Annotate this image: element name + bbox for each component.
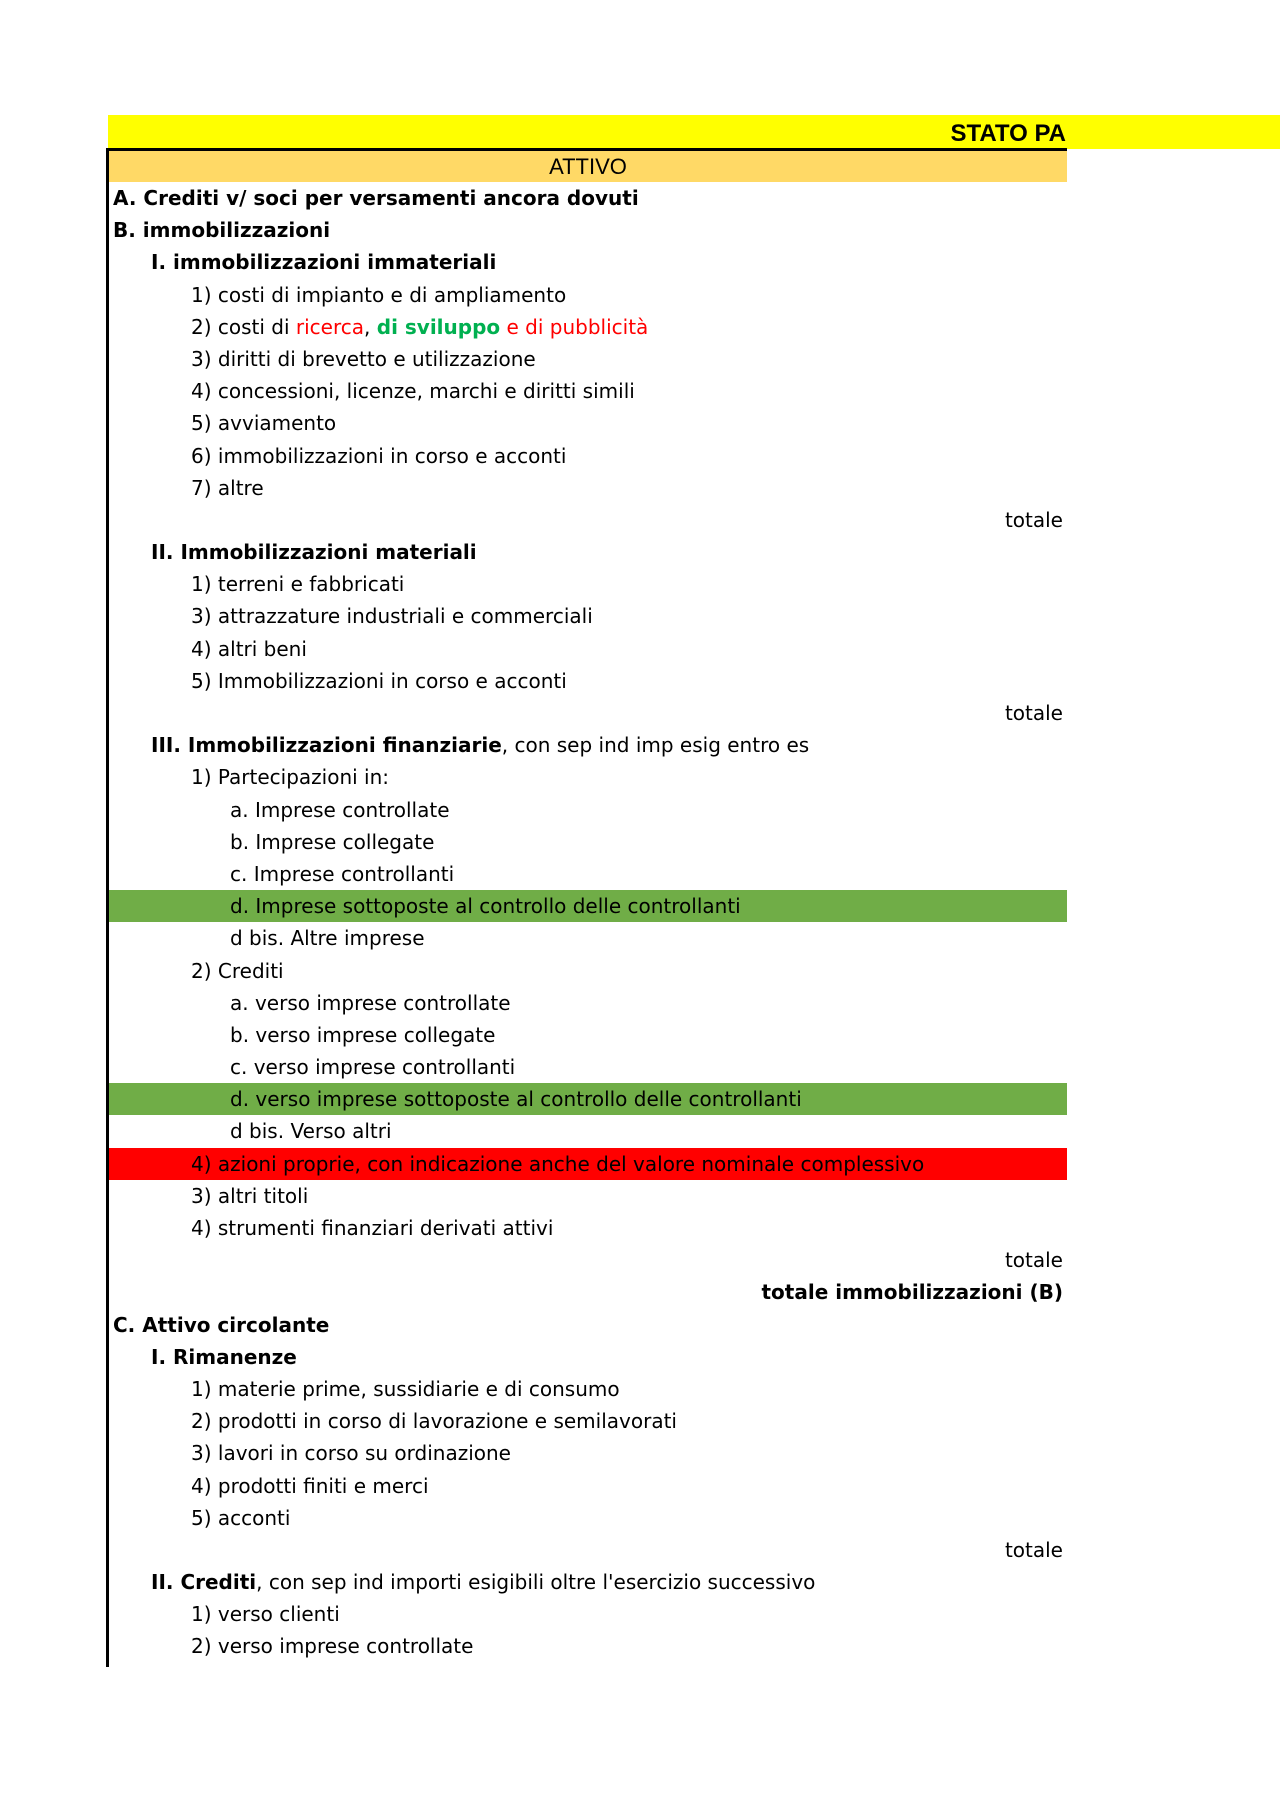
- row-b-iii-2: 2) Crediti: [191, 958, 284, 983]
- row-b-iii-1-dbis: d bis. Altre imprese: [230, 926, 425, 951]
- row-b-i-1: 1) costi di impianto e di ampliamento: [191, 282, 567, 307]
- row-b-ii-totale: totale: [1004, 701, 1063, 725]
- row-b-i-5: 5) avviamento: [191, 411, 337, 436]
- row-b-i-totale: totale: [1004, 507, 1063, 532]
- row-c-i-4: 4) prodotti finiti e merci: [191, 1473, 429, 1498]
- row-b-i-7: 7) altre: [191, 475, 264, 500]
- row-b-iii-totale: totale: [1004, 1248, 1063, 1273]
- row-b-ii-1: 1) terreni e fabbricati: [191, 572, 405, 597]
- row-c: C. Attivo circolante: [113, 1312, 330, 1337]
- row-c-ii-1: 1) verso clienti: [191, 1602, 340, 1627]
- row-c-i-totale: totale: [1004, 1537, 1063, 1562]
- row-b-i-2-sviluppo: di sviluppo: [376, 314, 501, 339]
- row-c-ii-note: , con sep ind importi esigibili oltre l'esercizio successivo: [256, 1570, 816, 1595]
- attivo-header: ATTIVO: [109, 151, 1067, 182]
- row-b-ii-5: 5) Immobilizzazioni in corso e acconti: [191, 668, 567, 693]
- row-b-i-4: 4) concessioni, licenze, marchi e diritti simili: [191, 379, 635, 404]
- row-b-i-6: 6) immobilizzazioni in corso e acconti: [191, 443, 567, 468]
- row-b-i: I. immobilizzazioni immateriali: [151, 250, 497, 275]
- row-b-iii-azioni-proprie: 4) azioni proprie, con indicazione anche del valore nominale complessivo: [109, 1148, 1067, 1180]
- row-b-iii-2-d: d. verso imprese sottoposte al controllo delle controllanti: [109, 1083, 1067, 1115]
- sheet-title: STATO PA: [950, 120, 1066, 147]
- row-b-i-2-ricerca: ricerca: [295, 314, 365, 339]
- title-bar: [108, 115, 1280, 149]
- row-c-ii-title: II. Crediti: [151, 1570, 257, 1595]
- row-b-i-2-comma: ,: [364, 314, 377, 339]
- row-b-i-2-pubblicita: e di pubblicità: [500, 314, 649, 339]
- row-c-ii-2: 2) verso imprese controllate: [191, 1634, 474, 1659]
- row-b-ii-3: 3) attrazzature industriali e commerciali: [191, 604, 593, 629]
- row-c-i: I. Rimanenze: [151, 1344, 297, 1369]
- row-b-iii-2-b: b. verso imprese collegate: [230, 1022, 496, 1047]
- row-b-i-2-prefix: 2) costi di: [191, 314, 296, 339]
- row-b-iii-title: III. Immobilizzazioni finanziarie: [151, 733, 502, 758]
- row-b-iii-1-d: d. Imprese sottoposte al controllo delle controllanti: [109, 890, 1067, 922]
- row-a: A. Crediti v/ soci per versamenti ancora dovuti: [113, 186, 639, 210]
- row-b-iii-1-a: a. Imprese controllate: [230, 797, 450, 822]
- row-b-iii-3: 3) altri titoli: [191, 1183, 309, 1208]
- row-b-totale: totale immobilizzazioni (B): [761, 1280, 1063, 1305]
- row-c-i-1: 1) materie prime, sussidiarie e di consumo: [191, 1376, 620, 1401]
- row-b-iii-2-a: a. verso imprese controllate: [230, 990, 511, 1015]
- row-b-i-2: [109, 311, 1067, 343]
- row-b-ii: II. Immobilizzazioni materiali: [151, 540, 477, 565]
- balance-sheet: [106, 148, 1067, 1667]
- row-b-iii-1: 1) Partecipazioni in:: [191, 765, 390, 790]
- row-b-i-3: 3) diritti di brevetto e utilizzazione: [191, 346, 536, 371]
- row-b-iii: [109, 729, 1067, 761]
- row-b: B. immobilizzazioni: [113, 218, 331, 243]
- row-c-ii: [109, 1566, 1067, 1598]
- row-b-iii-2-dbis: d bis. Verso altri: [230, 1119, 392, 1144]
- row-c-i-2: 2) prodotti in corso di lavorazione e semilavorati: [191, 1409, 677, 1434]
- row-c-i-5: 5) acconti: [191, 1505, 291, 1530]
- row-b-iii-2-c: c. verso imprese controllanti: [230, 1055, 516, 1080]
- row-c-i-3: 3) lavori in corso su ordinazione: [191, 1441, 511, 1466]
- row-b-iii-note: , con sep ind imp esig entro es: [501, 733, 810, 758]
- row-b-iii-1-b: b. Imprese collegate: [230, 829, 435, 854]
- row-b-ii-4: 4) altri beni: [191, 636, 307, 661]
- row-b-iii-1-c: c. Imprese controllanti: [230, 861, 455, 886]
- row-b-iii-4: 4) strumenti finanziari derivati attivi: [191, 1216, 554, 1240]
